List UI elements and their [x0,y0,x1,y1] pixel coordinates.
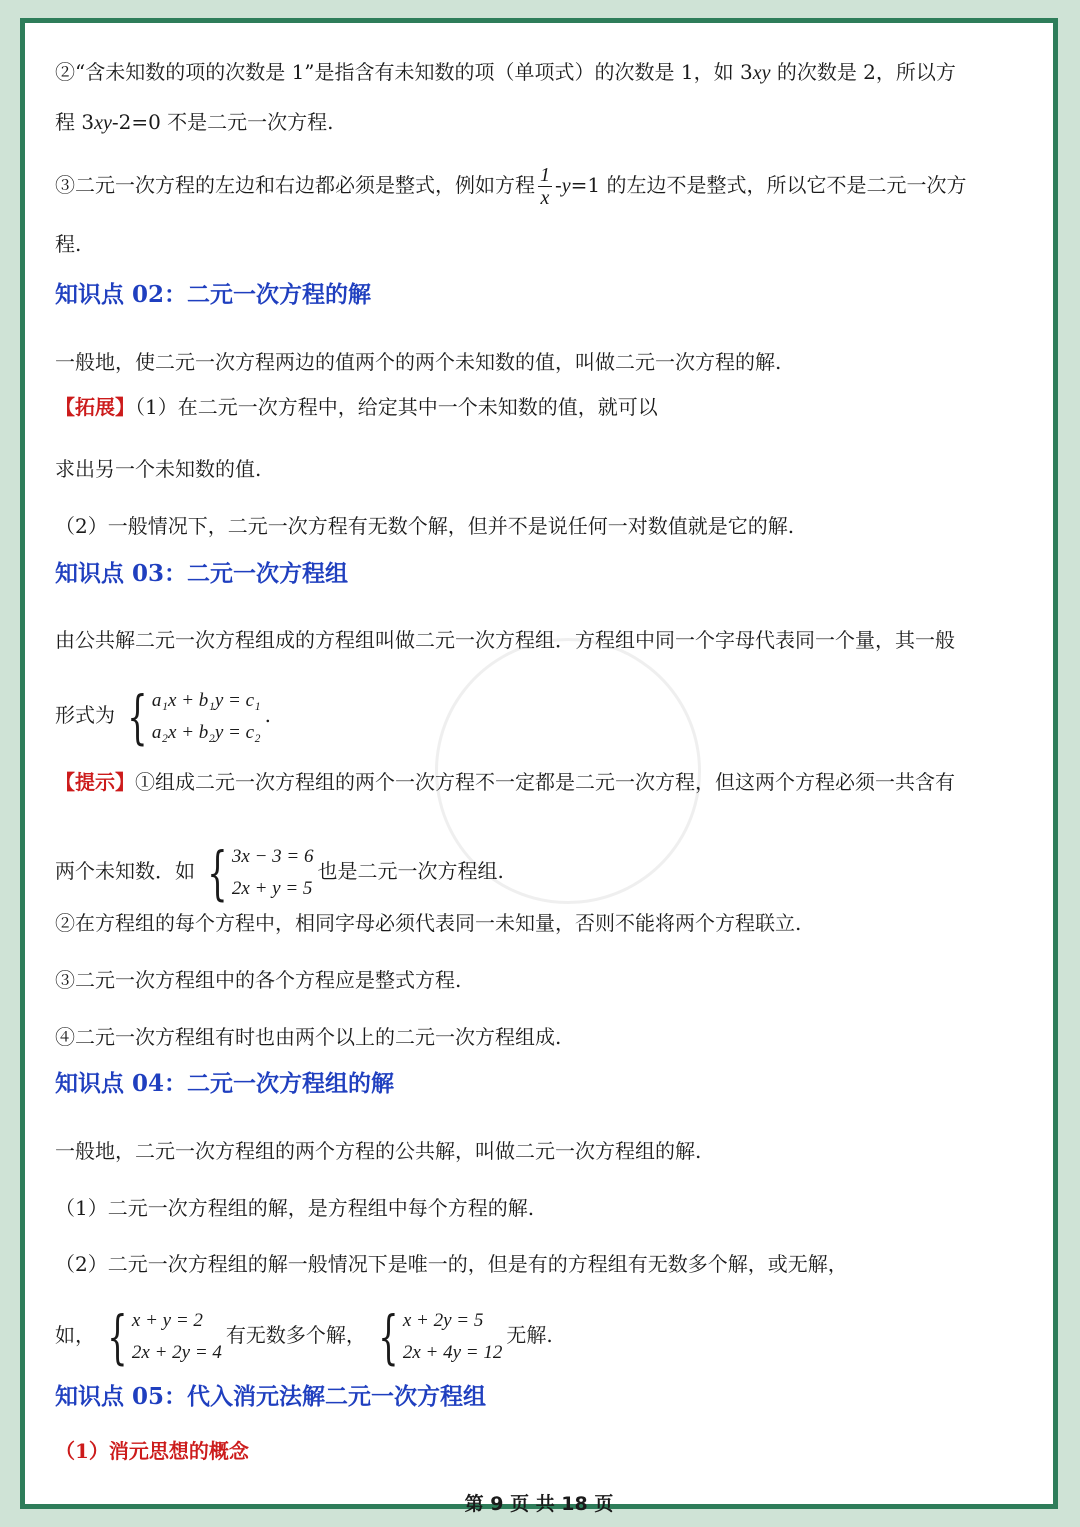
heading-kp03: 知识点 03：二元一次方程组 [55,560,349,587]
kp02-expand-1: 【拓展】（1）在二元一次方程中，给定其中一个未知数的值，就可以 [55,395,658,419]
kp03-definition: 由公共解二元一次方程组成的方程组叫做二元一次方程组．方程组中同一个字母代表同一个量，其一般 [55,628,955,652]
kp04-item-2: （2）二元一次方程组的解一般情况下是唯一的，但是有的方程组有无数多个解，或无解， [55,1252,848,1276]
kp05-subheading-1: （1）消元思想的概念 [55,1439,249,1463]
tip-tag: 【提示】 [55,770,135,794]
para-degree-rule-line1: ②“含未知数的项的次数是 1”是指含有未知数的项（单项式）的次数是 1，如 3xy 的次数是 2，所以方 [55,60,956,84]
kp02-expand-2: （2）一般情况下，二元一次方程有无数个解，但并不是说任何一对数值就是它的解. [55,514,795,538]
example-system-1: { 3x − 3 = 6 2x + y = 5 [207,838,314,907]
para-degree-rule-line2: 程 3xy-2=0 不是二元一次方程. [55,110,334,134]
kp03-tip-4: ④二元一次方程组有时也由两个以上的二元一次方程组成. [55,1025,562,1049]
heading-kp02: 知识点 02：二元一次方程的解 [55,281,372,308]
example-system-infinite: { x + y = 2 2x + 2y = 4 [107,1302,222,1371]
kp02-definition: 一般地，使二元一次方程两边的值两个的两个未知数的值，叫做二元一次方程的解. [55,350,782,374]
para-integral-rule: ③二元一次方程的左边和右边都必须是整式，例如方程 $\frac{1}{x}$ -y=1 的左边不是整式，所以它不是二元一次方 [55,164,967,209]
kp03-tip-2: ②在方程组的每个方程中，相同字母必须代表同一未知量，否则不能将两个方程联立. [55,911,802,935]
kp04-definition: 一般地，二元一次方程组的两个方程的公共解，叫做二元一次方程组的解. [55,1139,702,1163]
heading-kp04: 知识点 04：二元一次方程组的解 [55,1070,395,1097]
kp04-item-1: （1）二元一次方程组的解，是方程组中每个方程的解. [55,1196,535,1220]
kp02-expand-1-cont: 求出另一个未知数的值. [55,457,262,481]
kp03-general-form: 形式为 { a₁x + b₁y = c₁ a₂x + b₂y = c₂ . [55,682,272,751]
page-footer: 第 9 页 共 18 页 [464,1493,614,1515]
heading-kp05: 知识点 05：代入消元法解二元一次方程组 [55,1383,487,1410]
example-system-none: { x + 2y = 5 2x + 4y = 12 [378,1302,503,1371]
fraction-1-over-x: $\frac{1}{x}$ [540,164,550,209]
kp03-tip-1-example: 两个未知数．如 { 3x − 3 = 6 2x + y = 5 也是二元一次方程组. [55,838,504,907]
kp04-examples: 如， { x + y = 2 2x + 2y = 4 有无数多个解， { x + 2y = 5 2x + 4y = 12 无解. [55,1302,553,1371]
expand-tag: 【拓展】 [55,395,135,419]
para-integral-rule-tail: 程. [55,232,82,256]
kp03-tip-3: ③二元一次方程组中的各个方程应是整式方程. [55,968,462,992]
document-page [20,18,1058,1515]
general-form-system: { a₁x + b₁y = c₁ a₂x + b₂y = c₂ [127,682,261,751]
kp03-tip-1: 【提示】①组成二元一次方程组的两个一次方程不一定都是二元一次方程，但这两个方程必须一共含有 [55,770,955,794]
